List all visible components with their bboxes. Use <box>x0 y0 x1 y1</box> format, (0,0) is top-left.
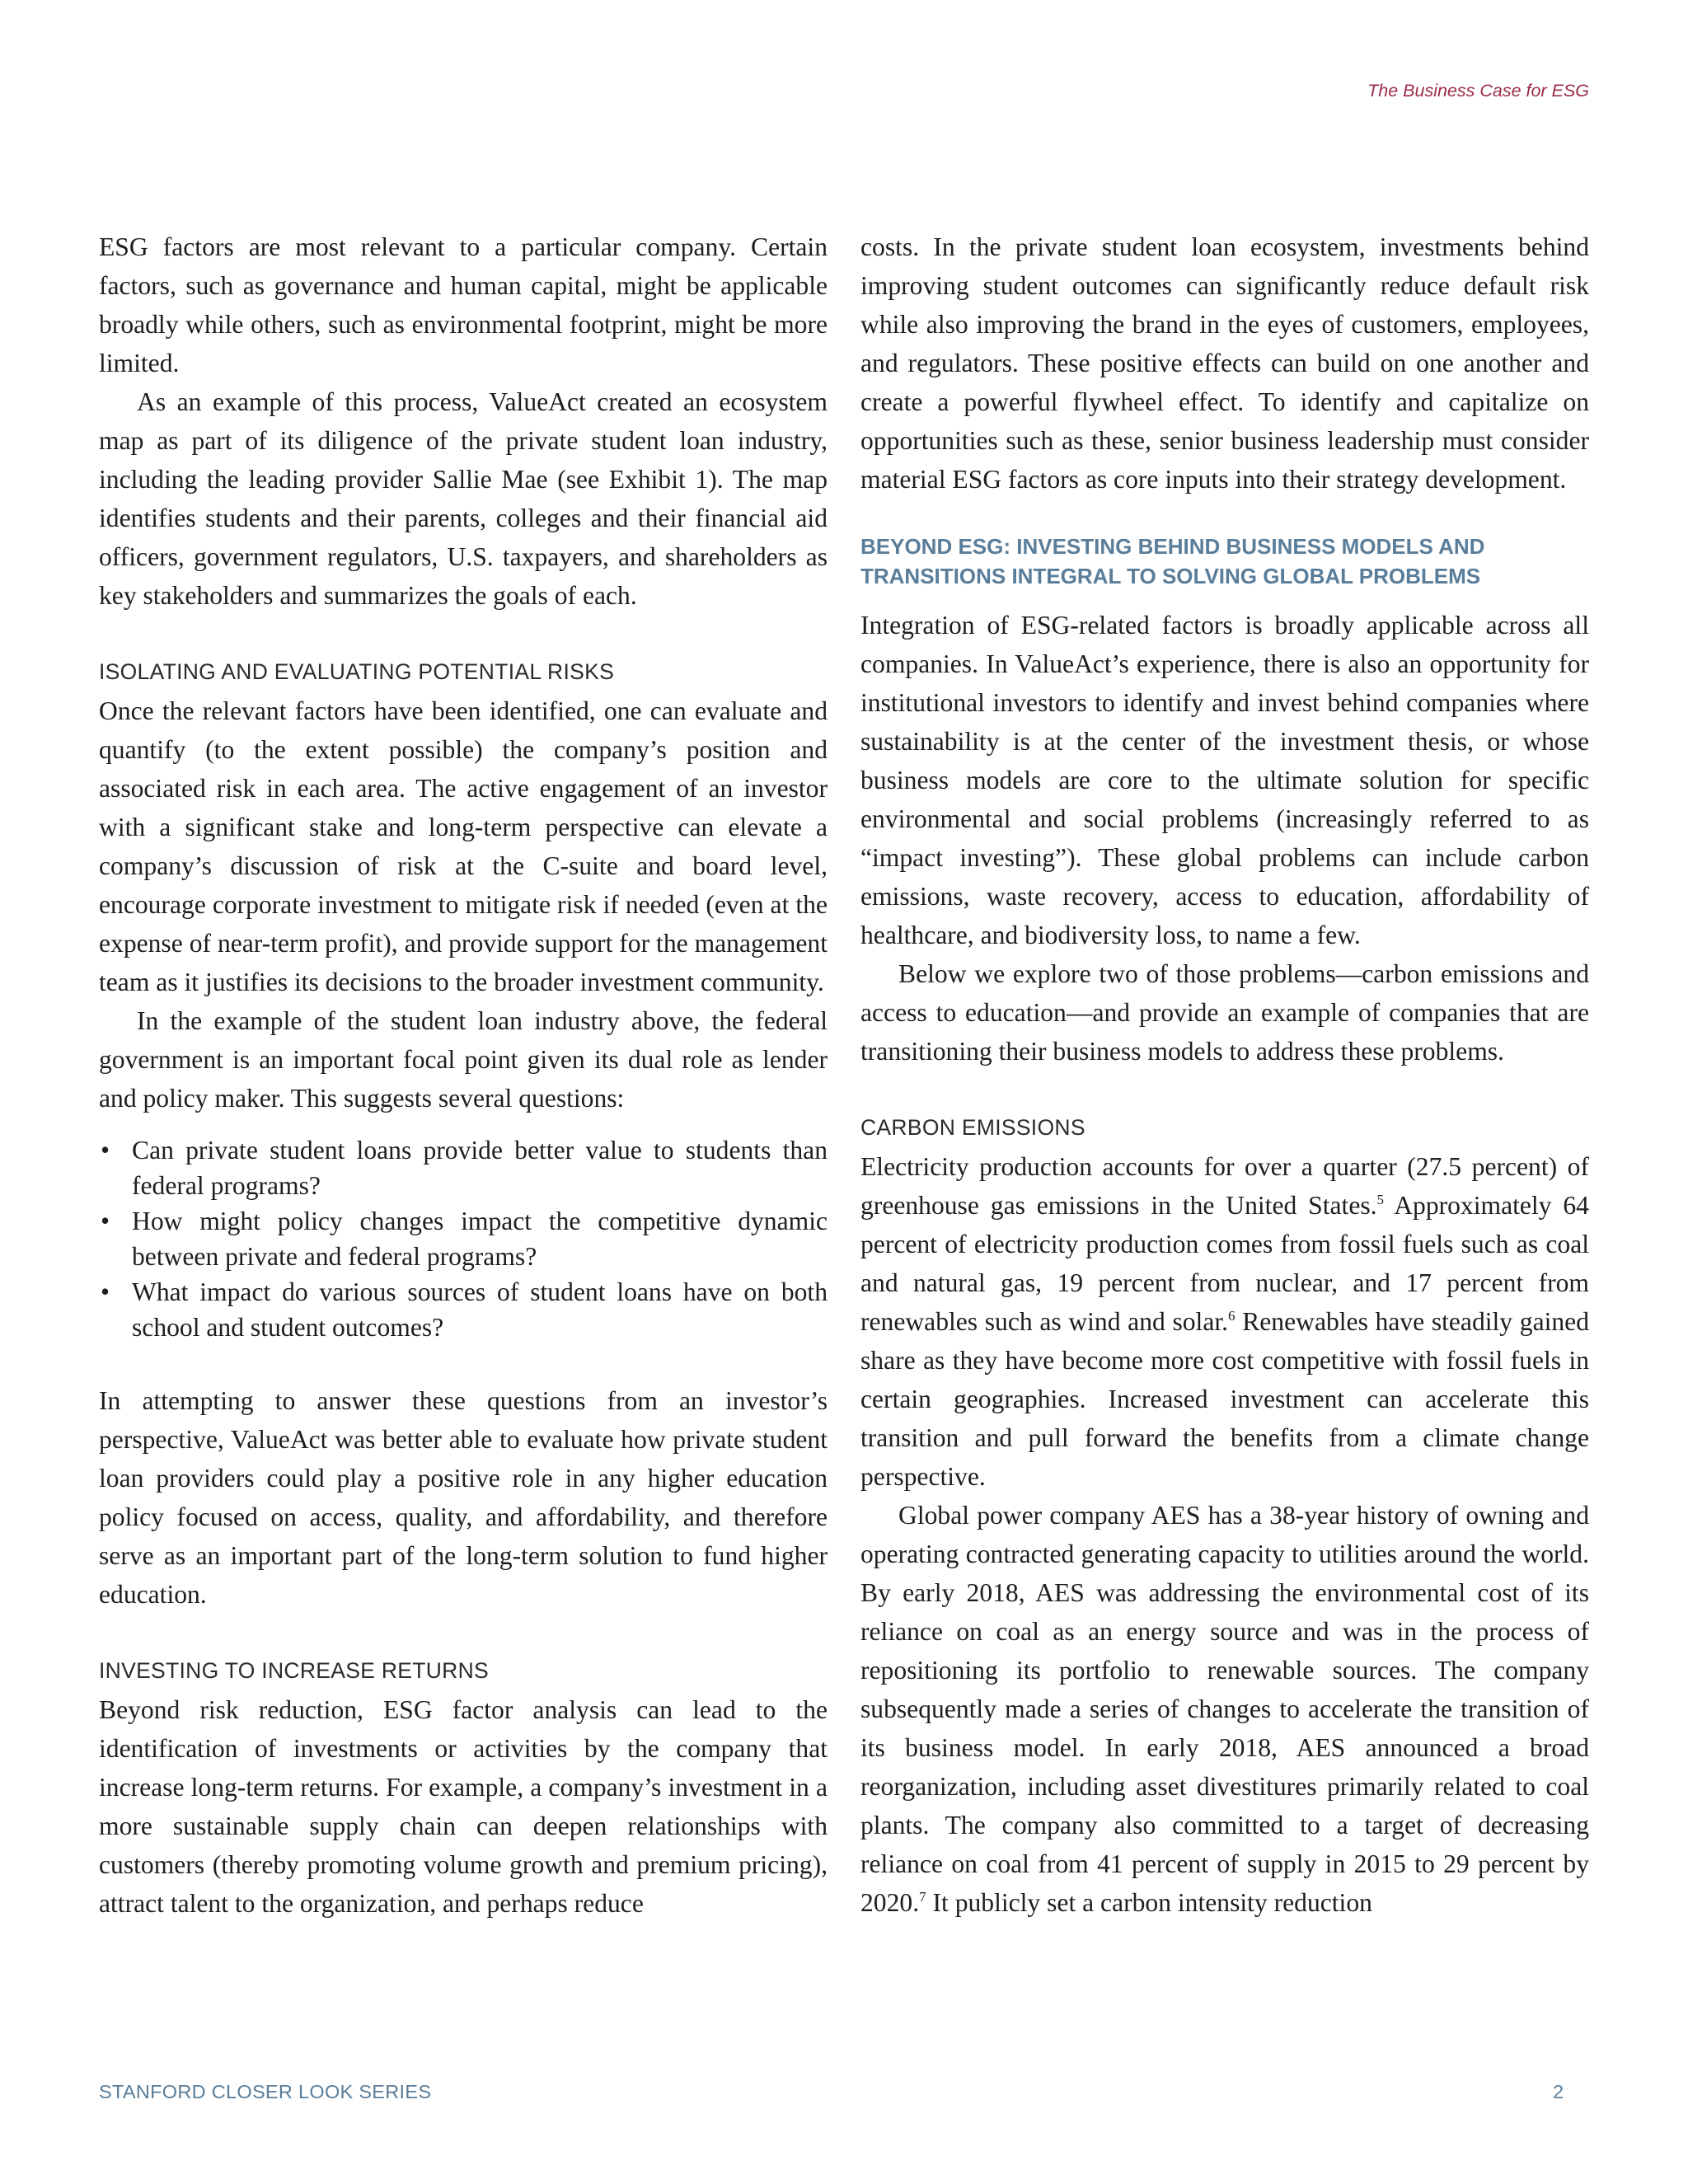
paragraph: Below we explore two of those problems—carbon emissions and access to education—and provide an example of companies that are transitioning their business models to address these problems. <box>860 959 1589 1066</box>
footnote-ref[interactable]: 5 <box>1376 1192 1385 1207</box>
left-column <box>99 227 828 1923</box>
footer-series-name: STANFORD CLOSER LOOK SERIES <box>99 2081 432 2102</box>
list-item: • How might policy changes impact the competitive dynamic between private and federal programs? <box>99 1203 828 1274</box>
section-heading-line: TRANSITIONS INTEGRAL TO SOLVING GLOBAL PROBLEMS <box>860 564 1481 588</box>
text-run: Global power company AES has a 38-year history of owning and operating contracted generating capacity to utilities around the world. By early 2018, AES was addressing the environmental cost of its reliance on coal as an energy source and was in the process of repositioning its portfolio to renewable sources. The company subsequently made a series of changes to accelerate the transition of its business model. In early 2018, AES announced a broad reorganization, including asset divestitures primarily related to coal plants. The company also committed to a target of decreasing reliance on coal from 41 percent of supply in 2015 to 29 percent by 2020. <box>860 1501 1589 1917</box>
text-run: Electricity production accounts for over a quarter (27.5 percent) of greenhouse gas emissions in the United States. <box>860 1152 1589 1220</box>
paragraph: Beyond risk reduction, ESG factor analysis can lead to the identification of investments or activities by the company that increase long-term returns. For example, a company’s investment in a more sustainable supply chain can deepen relationships with customers (thereby promoting volume growth and premium pricing), attract talent to the organization, and perhaps reduce <box>99 1695 828 1918</box>
footnote-ref[interactable]: 7 <box>919 1889 926 1905</box>
list-item: • Can private student loans provide better value to students than federal programs? <box>99 1132 828 1203</box>
paragraph: Once the relevant factors have been identified, one can evaluate and quantify (to the extent possible) the company’s position and associated risk in each area. The active engagement of an investor with a significant stake and long-term perspective can elevate a company’s discussion of risk at the C-suite and board level, encourage corporate investment to mitigate risk if needed (even at the expense of near-term profit), and provide support for the management team as it justifies its decisions to the broader investment community. <box>99 696 828 996</box>
text-run: Renewables have steadily gained share as they have become more cost competitive with fossil fuels in certain geographies. Increased investment can accelerate this transition and pull forward the benefits from a climate change perspective. <box>860 1307 1589 1491</box>
paragraph <box>860 1496 1589 1922</box>
subhead-increase-returns: INVESTING TO INCREASE RETURNS <box>99 1658 490 1683</box>
list-item: • What impact do various sources of student loans have on both school and student outcomes? <box>99 1274 828 1345</box>
page-number: 2 <box>1553 2081 1564 2102</box>
paragraph: ESG factors are most relevant to a particular company. Certain factors, such as governance and human capital, might be applicable broadly while others, such as environmental footprint, might be more limited. <box>99 232 828 377</box>
paragraph: In the example of the student loan industry above, the federal government is an important focal point given its dual role as lender and policy maker. This suggests several questions: <box>99 1006 828 1113</box>
right-column <box>860 227 1589 1922</box>
paragraph: As an example of this process, ValueAct created an ecosystem map as part of its diligence of the private student loan industry, including the leading provider Sallie Mae (see Exhibit 1). The map identifies students and their parents, colleges and their financial aid officers, government regulators, U.S. taxpayers, and shareholders as key stakeholders and summarizes the goals of each. <box>99 387 828 610</box>
subhead-isolating-risks: ISOLATING AND EVALUATING POTENTIAL RISKS <box>99 659 615 684</box>
section-heading-line: BEYOND ESG: INVESTING BEHIND BUSINESS MODELS AND <box>860 534 1485 559</box>
paragraph <box>860 1147 1589 1496</box>
paragraph: costs. In the private student loan ecosystem, investments behind improving student outcomes can significantly reduce default risk while also improving the brand in the eyes of customers, employees, and regulators. These positive effects can build on one another and create a powerful flywheel effect. To identify and capitalize on opportunities such as these, senior business leadership must consider material ESG factors as core inputs into their strategy development. <box>860 232 1589 494</box>
question-list <box>99 1132 828 1345</box>
paragraph: In attempting to answer these questions from an investor’s perspective, ValueAct was better able to evaluate how private student loan providers could play a positive role in any higher education policy focused on access, quality, and affordability, and therefore serve as an important part of the long-term solution to fund higher education. <box>99 1386 828 1609</box>
running-head-title: The Business Case for ESG <box>1367 81 1589 101</box>
footnote-ref[interactable]: 6 <box>1228 1308 1236 1324</box>
text-run: Approximately 64 percent of electricity production comes from fossil fuels such as coal and natural gas, 19 percent from nuclear, and 17 percent from renewables such as wind and solar. <box>860 1191 1589 1336</box>
subhead-carbon-emissions: CARBON EMISSIONS <box>860 1115 1085 1140</box>
section-heading-beyond-esg <box>860 532 1589 591</box>
paragraph: Integration of ESG-related factors is broadly applicable across all companies. In ValueAct’s experience, there is also an opportunity for institutional investors to identify and invest behind companies where sustainability is at the center of the investment thesis, or whose business models are core to the ultimate solution for specific environmental and social problems (increasingly referred to as “impact investing”). These global problems can include carbon emissions, waste recovery, access to education, affordability of healthcare, and biodiversity loss, to name a few. <box>860 611 1589 949</box>
text-run: It publicly set a carbon intensity reduction <box>926 1888 1372 1917</box>
